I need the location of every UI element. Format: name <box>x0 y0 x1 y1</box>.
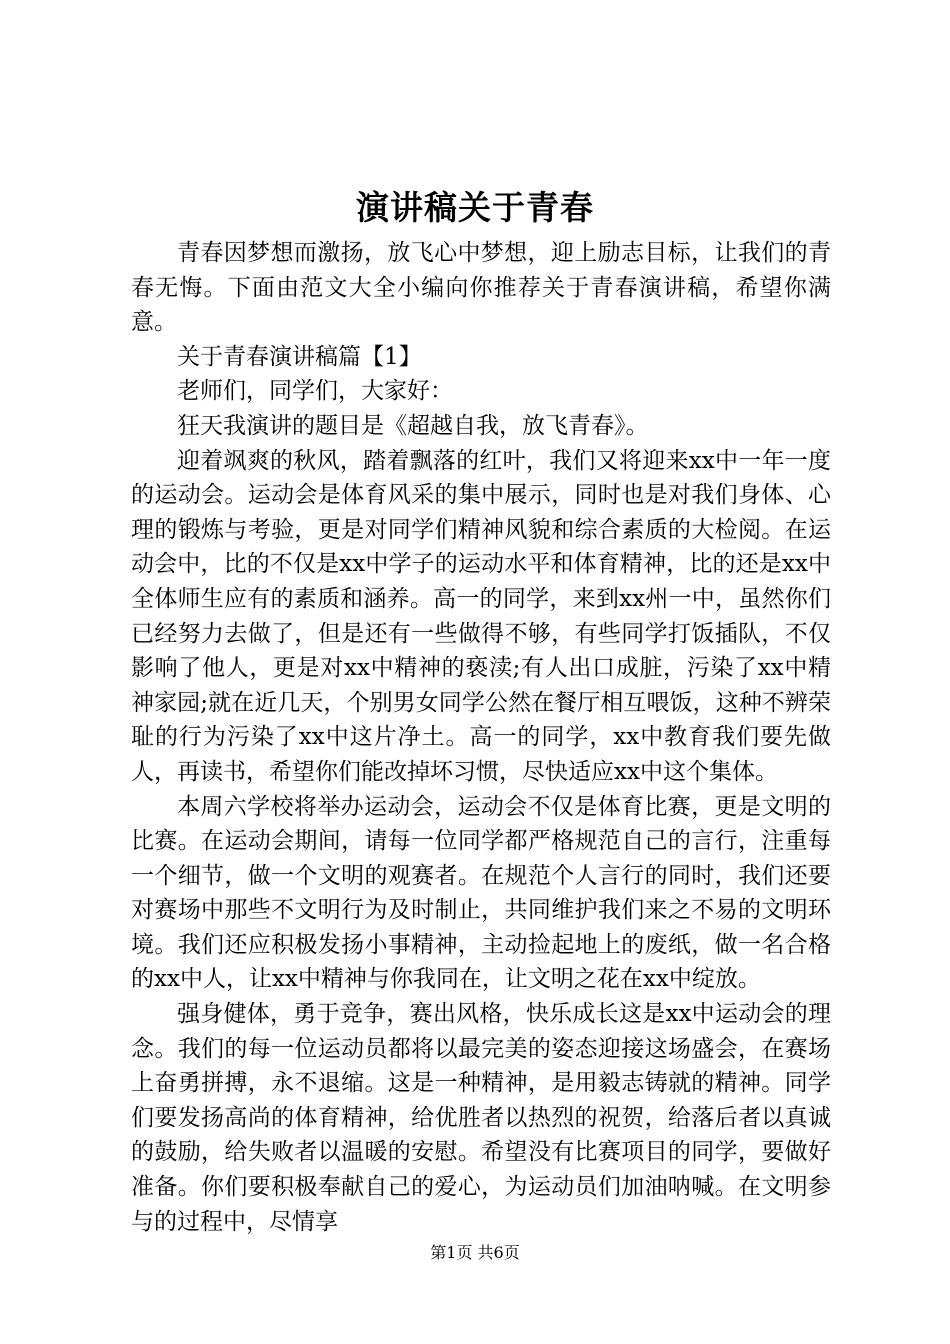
paragraph-body-2: 本周六学校将举办运动会，运动会不仅是体育比赛，更是文明的比赛。在运动会期间，请每一位同学都严格规范自己的言行，注重每一个细节，做一个文明的观赛者。在规范个人言行的同时，我们还要对赛场中那些不文明行为及时制止，共同维护我们来之不易的文明环境。我们还应积极发扬小事精神，主动捡起地上的废纸，做一名合格的xx中人，让xx中精神与你我同在，让文明之花在xx中绽放。 <box>131 793 831 993</box>
paragraph-topic: 狂天我演讲的题目是《超越自我，放飞青春》。 <box>177 412 649 439</box>
document-title: 演讲稿关于青春 <box>356 188 594 227</box>
paragraph-intro: 青春因梦想而激扬，放飞心中梦想，迎上励志目标，让我们的青春无悔。下面由范文大全小编向你推荐关于青春演讲稿，希望你满意。 <box>131 240 831 336</box>
paragraph-body-1: 迎着飒爽的秋风，踏着飘落的红叶，我们又将迎来xx中一年一度的运动会。运动会是体育风采的集中展示，同时也是对我们身体、心理的锻炼与考验，更是对同学们精神风貌和综合素质的大检阅。在运动会中，比的不仅是xx中学子的运动水平和体育精神，比的还是xx中全体师生应有的素质和涵养。高一的同学，来到xx州一中，虽然你们已经努力去做了，但是还有一些做得不够，有些同学打饭插队，不仅影响了他人，更是对xx中精神的亵渎;有人出口成脏，污染了xx中精神家园;就在近几天，个别男女同学公然在餐厅相互喂饭，这种不辨荣耻的行为污染了xx中这片净土。高一的同学，xx中教育我们要先做人，再读书，希望你们能改掉坏习惯，尽快适应xx中这个集体。 <box>131 447 831 785</box>
paragraph-greeting: 老师们，同学们，大家好： <box>177 378 453 405</box>
paragraph-section-heading: 关于青春演讲稿篇【1】 <box>177 343 422 370</box>
document-body <box>131 236 831 1239</box>
page-footer: 第1页 共6页 <box>430 1243 520 1262</box>
paragraph-body-3: 强身健体，勇于竞争，赛出风格，快乐成长这是xx中运动会的理念。我们的每一位运动员都将以最完美的姿态迎接这场盛会，在赛场上奋勇拼搏，永不退缩。这是一种精神，是用毅志铸就的精神。同学们要发扬高尚的体育精神，给优胜者以热烈的祝贺，给落后者以真诚的鼓励，给失败者以温暖的安慰。希望没有比赛项目的同学，要做好准备。你们要积极奉献自己的爱心，为运动员们加油呐喊。在文明参与的过程中，尽情享 <box>131 1001 831 1235</box>
